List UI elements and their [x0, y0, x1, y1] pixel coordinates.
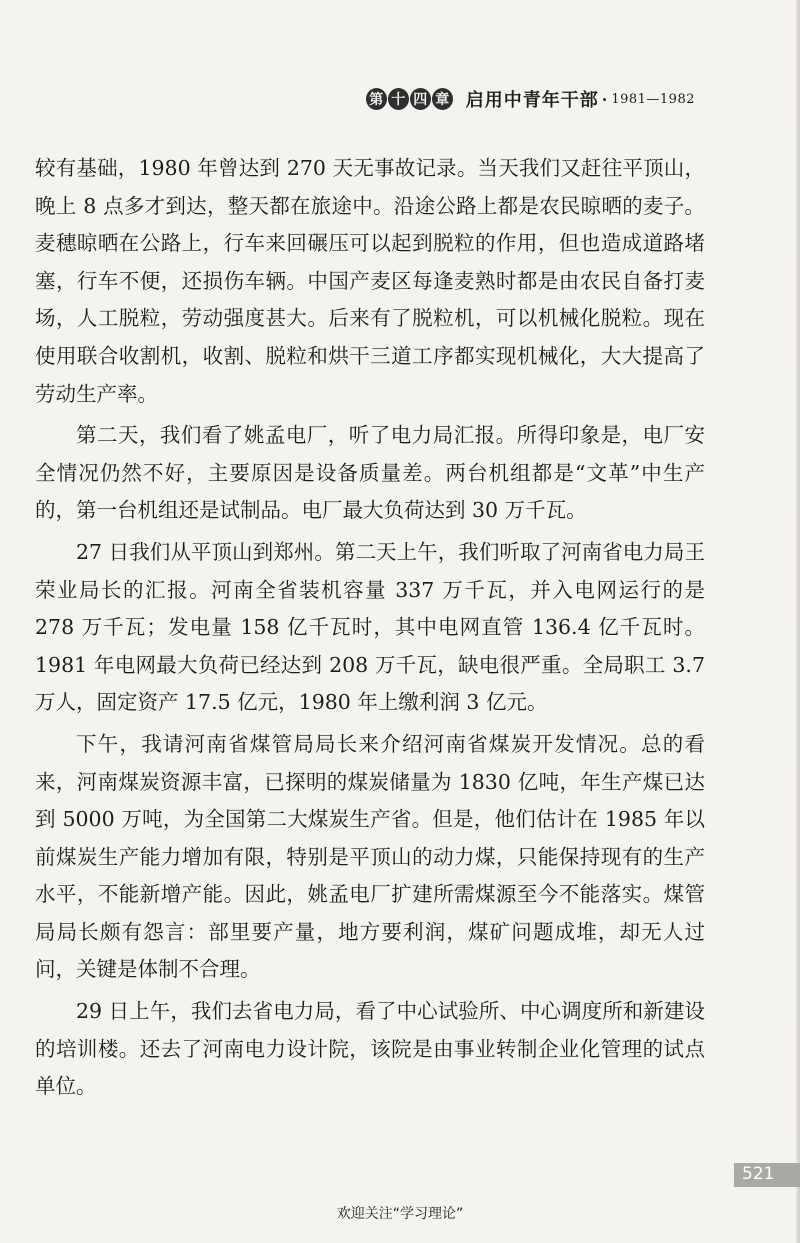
page-number-tab [734, 1163, 800, 1187]
paragraph: 下午，我请河南省煤管局局长来介绍河南省煤炭开发情况。总的看来，河南煤炭资源丰富，已探明的煤炭储量为 1830 亿吨，年生产煤已达到 5000 万吨，为全国第二大煤炭生产省。但是，他们估计在 1985 年以前煤炭生产能力增加有限，特别是平顶山的动力煤，只能保持现有的生产水平，不能新增产能。因此，姚孟电厂扩建所需煤源至今不能落实。煤管局局长颇有怨言：部里要产量，地方要利润，煤矿问题成堆，却无人过问，关键是体制不合理。 [35, 731, 705, 982]
paragraph: 29 日上午，我们去省电力局，看了中心试验所、中心调度所和新建设的培训楼。还去了河南电力设计院，该院是由事业转制企业化管理的试点单位。 [35, 999, 705, 1099]
paragraph: 27 日我们从平顶山到郑州。第二天上午，我们听取了河南省电力局王荣业局长的汇报。河南全省装机容量 337 万千瓦，并入电网运行的是 278 万千瓦；发电量 158 亿千瓦时，其中电网直管 136.4 亿千瓦时。1981 年电网最大负荷已经达到 208 万千瓦，缺电很严重。全局职工 3.7 万人，固定资产 17.5 亿元，1980 年上缴利润 3 亿元。 [35, 539, 705, 715]
chapter-char: 第 [366, 88, 387, 110]
body-text [35, 150, 705, 1106]
chapter-char: 十 [388, 88, 409, 110]
page-number: 521 [742, 1164, 775, 1184]
paragraph: 较有基础，1980 年曾达到 270 天无事故记录。当天我们又赶往平顶山，晚上 8 点多才到达，整天都在旅途中。沿途公路上都是农民晾晒的麦子。麦穗晾晒在公路上，行车来回碾压可以起到脱粒的作用，但也造成道路堵塞，行车不便，还损伤车辆。中国产麦区每逢麦熟时都是由农民自备打麦场，人工脱粒，劳动强度甚大。后来有了脱粒机，可以机械化脱粒。现在使用联合收割机，收割、脱粒和烘干三道工序都实现机械化，大大提高了劳动生产率。 [35, 156, 705, 406]
chapter-years: 1981—1982 [611, 91, 695, 107]
chapter-char: 四 [410, 88, 431, 110]
footer-note: 欢迎关注“学习理论” [336, 1206, 464, 1222]
paragraph: 第二天，我们看了姚孟电厂，听了电力局汇报。所得印象是，电厂安全情况仍然不好，主要原因是设备质量差。两台机组都是“文革”中生产的，第一台机组还是试制品。电厂最大负荷达到 30 万千瓦。 [35, 423, 705, 523]
page-edge [796, 0, 800, 1243]
header-separator: · [601, 89, 608, 109]
chapter-char: 章 [432, 88, 453, 110]
chapter-title: 启用中青年干部 [465, 90, 599, 111]
running-header [366, 84, 695, 114]
chapter-badge [366, 88, 454, 110]
